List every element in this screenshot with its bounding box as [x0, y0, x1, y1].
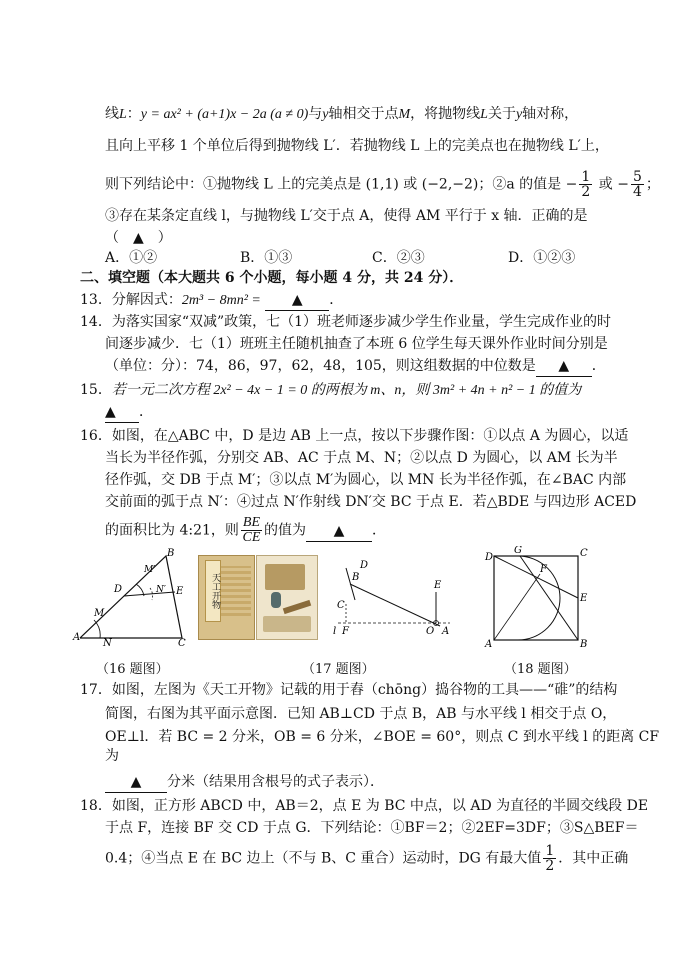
q15-line1 [80, 380, 581, 401]
text: 0.4；④当点 E 在 BC 边上（不与 B、C 重合）运动时，DG 有最大值 [105, 850, 542, 867]
fraction [543, 844, 556, 873]
q12-line2: 且向上平移 1 个单位后得到抛物线 L′．若抛物线 L 上的完美点也在抛物线 L′上， [105, 138, 609, 154]
text: 为落实国家“双减”政策，七（1）班老师逐步减少学生作业量，学生完成作业的时 [111, 314, 612, 330]
fraction [579, 170, 592, 199]
text: 如图，正方形 ABCD 中，AB＝2，点 E 为 BC 中点，以 AD 为直径的半圆交线段 DE [111, 798, 649, 814]
label-n-prime: N′ [156, 585, 166, 595]
label-l: l [333, 626, 337, 637]
q13 [80, 290, 343, 311]
text: ． [329, 292, 344, 308]
question-number: 15． [80, 382, 112, 398]
label-c: C [337, 600, 345, 611]
text: ； [645, 176, 660, 193]
text: 与 [308, 106, 323, 122]
text: L [480, 107, 488, 122]
figure-17-diagram [330, 556, 460, 646]
question-number: 18． [80, 798, 112, 814]
fraction [631, 170, 644, 199]
label-a: A [73, 632, 81, 643]
text: 分解因式： [111, 292, 182, 308]
q16-line3: 径作弧，交 DB 于点 M′；③以点 M′为圆心，以 MN 长为半径作弧，在∠BAC 内部 [105, 472, 627, 488]
text: 分米（结果用含根号的式子表示）． [167, 774, 384, 790]
question-number: 14． [80, 314, 112, 330]
text: M [398, 107, 411, 122]
label-a: A [442, 626, 450, 637]
label-c: C [178, 638, 186, 648]
woodcut-lever [283, 600, 311, 614]
q16-line1 [80, 426, 628, 446]
numerator: 5 [632, 169, 642, 185]
caption-17: （17 题图） [302, 662, 375, 677]
label-m-prime: M′ [144, 565, 156, 575]
q12-option-d: D．①②③ [508, 250, 576, 266]
q12-line1 [105, 104, 578, 125]
label-m: M [94, 608, 105, 619]
answer-blank: ▲ [536, 356, 592, 377]
text: 的值为 [264, 522, 306, 539]
text: 线 [105, 106, 119, 122]
woodcut-ground [263, 616, 311, 632]
label-c: C [580, 548, 588, 559]
numerator: BE [242, 515, 260, 530]
q18-line1 [80, 796, 648, 816]
q12-option-b: B．①③ [240, 250, 293, 266]
q12-line4: ③存在某条定直线 l，与抛物线 L′交于点 A，使得 AM 平行于 x 轴．正确的是 [105, 208, 588, 224]
figure-18 [482, 546, 588, 650]
q12-line5: （ ▲ ） [105, 230, 172, 246]
q16-line2: 当长为半径作弧，分别交 AB、AC 于点 M、N；②以点 D 为圆心，以 AM 长为半 [105, 450, 618, 466]
woodcut-figure [271, 592, 281, 608]
book-title: 天工开物 [205, 560, 221, 622]
text: ： [126, 106, 141, 122]
q14-line1 [80, 312, 611, 332]
label-f: F [540, 564, 547, 575]
section-heading: 二、填空题（本大题共 6 个小题，每小题 4 分，共 24 分）． [80, 270, 464, 286]
text: 轴对称， [522, 106, 579, 122]
q12-option-a: A．①② [105, 250, 158, 266]
question-number: 16． [80, 428, 112, 444]
text: y [322, 107, 329, 122]
q14-line2: 间逐步减少．七（1）班班主任随机抽查了本班 6 位学生每天课外作业时间分别是 [105, 336, 608, 352]
denominator: 2 [581, 184, 591, 200]
equation: y = ax² + (a+1)x − 2a (a ≠ 0) [140, 107, 309, 122]
q17-line3: OE⊥l．若 BC = 2 分米，OB = 6 分米，∠BOE = 60°，则点 C 到水平线 l 的距离 CF [105, 729, 660, 745]
answer-blank: ▲ [105, 402, 139, 423]
text: ，将抛物线 [410, 106, 481, 122]
woodcut-image [256, 555, 318, 640]
numerator: 1 [545, 843, 555, 859]
q16-line4: 交前面的弧于点 N′：④过点 N′作射线 DN′交 BC 于点 E．若△BDE 与四边形 ACED [105, 494, 637, 510]
equation: 2m³ − 8mn² = [181, 293, 261, 308]
text: ． [372, 522, 386, 539]
denominator: CE [242, 530, 261, 545]
label-d: D [114, 584, 123, 595]
figure-16 [72, 548, 192, 648]
fraction [241, 516, 262, 545]
text: 轴相交于点 [328, 106, 399, 122]
text: ．其中正确 [558, 850, 629, 867]
book-cover [198, 555, 255, 640]
q14-line3 [105, 356, 606, 377]
q18-line3 [105, 844, 628, 873]
label-d: D [360, 560, 369, 571]
label-e: E [176, 586, 184, 597]
answer-blank: ▲ [306, 521, 372, 542]
label-o: O [426, 626, 435, 637]
figure-17-illustration [198, 555, 316, 640]
text: L [119, 107, 127, 122]
label-e: E [434, 580, 442, 591]
label-b: B [352, 572, 360, 583]
label-f: F [342, 626, 349, 637]
text: ． [591, 358, 606, 374]
text: 或 − [594, 176, 629, 193]
answer-blank: ▲ [105, 772, 167, 793]
q17-line1 [80, 680, 617, 700]
label-a: A [485, 639, 493, 650]
label-b: B [167, 548, 175, 559]
q12-line3 [105, 170, 660, 199]
question-number: 13． [80, 292, 112, 308]
answer-blank: ▲ [265, 290, 329, 311]
text: 如图，在△ABC 中，D 是边 AB 上一点，按以下步骤作图：①以点 A 为圆心，以适 [111, 428, 629, 444]
text: 关于 [487, 106, 516, 122]
text: （单位：分）：74，86，97，62，48，105，则这组数据的中位数是 [105, 358, 536, 374]
text: 若一元二次方程 2x² − 4x − 1 = 0 的两根为 m、n，则 3m² + 4n + n² − 1 的值为 [111, 383, 582, 398]
caption-16: （16 题图） [96, 662, 169, 677]
text: y [515, 107, 523, 122]
label-e: E [580, 593, 588, 604]
book-pattern [221, 566, 251, 616]
numerator: 1 [581, 169, 591, 185]
q17-line2: 简图，右图为其平面示意图．已知 AB⊥CD 于点 B，AB 与水平线 l 相交于点 O， [105, 706, 617, 722]
q17-line4: 为 [105, 748, 119, 764]
text: 如图，左图为《天工开物》记载的用于舂（chōng）捣谷物的工具——“碓”的结构 [111, 682, 618, 698]
label-b: B [580, 639, 588, 650]
caption-18: （18 题图） [504, 662, 577, 677]
question-number: 17． [80, 682, 112, 698]
woodcut-roof [265, 564, 305, 590]
text: 则下列结论中：①抛物线 L 上的完美点是 (1,1) 或 (−2,−2)；②a 的值是 − [105, 176, 578, 193]
denominator: 2 [545, 858, 555, 874]
text: ． [139, 404, 153, 420]
q17-line5 [105, 772, 384, 793]
q12-option-c: C．②③ [372, 250, 425, 266]
label-n: N [103, 638, 112, 648]
q18-line2: 于点 F，连接 BF 交 CD 于点 G．下列结论：①BF＝2；②2EF=3DF；③S△BEF＝ [105, 820, 639, 836]
text: 的面积比为 4:21，则 [105, 522, 239, 539]
q15-line2 [105, 402, 153, 423]
label-d: D [485, 552, 494, 563]
denominator: 4 [632, 184, 642, 200]
label-g: G [514, 546, 522, 556]
q16-line5 [105, 516, 386, 545]
